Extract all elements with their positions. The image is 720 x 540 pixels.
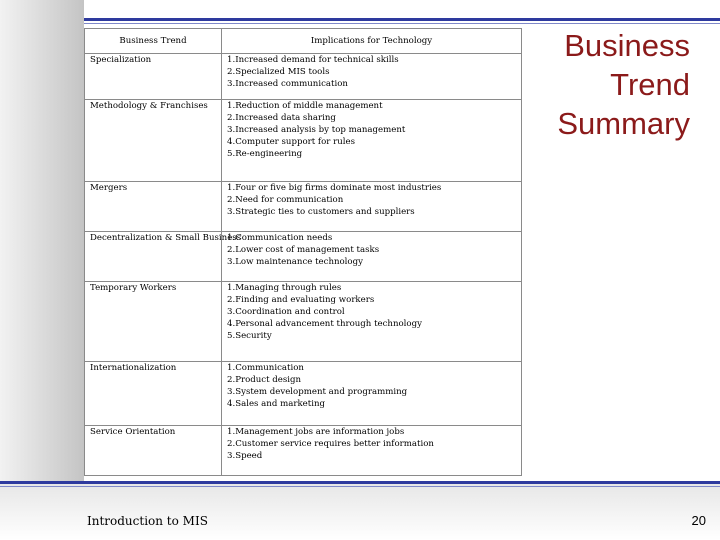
trend-cell: Service Orientation [85,426,222,476]
implication-item: 5.Re-engineering [227,149,303,159]
implication-item: 1.Communication needs [227,233,333,243]
implication-item: 1.Reduction of middle management [227,101,383,111]
implication-item: 3.Increased communication [227,79,348,89]
implication-item: 2.Specialized MIS tools [227,67,330,77]
table-row [85,362,522,426]
footer-course-title: Introduction to MIS [87,514,208,528]
trend-cell: Temporary Workers [85,282,222,362]
left-decorative-band [0,0,84,540]
implications-cell [222,232,522,282]
implications-cell [222,100,522,182]
table-body [85,54,522,476]
implications-cell [222,54,522,100]
table-row [85,100,522,182]
implication-item: 2.Need for communication [227,195,344,205]
slide-title-line: Trend [610,67,690,102]
implication-item: 2.Customer service requires better information [227,439,434,449]
table-row [85,232,522,282]
implication-item: 2.Lower cost of management tasks [227,245,380,255]
slide-title-line: Summary [557,106,690,141]
implication-item: 1.Management jobs are information jobs [227,427,405,437]
implication-item: 2.Product design [227,375,302,385]
implication-item: 1.Four or five big firms dominate most industries [227,183,442,193]
trend-cell: Methodology & Franchises [85,100,222,182]
implication-item: 4.Personal advancement through technology [227,319,422,329]
trend-cell: Internationalization [85,362,222,426]
bottom-divider-rule-thin [0,486,720,487]
slide-page-number: 20 [691,513,706,528]
implications-cell [222,426,522,476]
implication-item: 3.Coordination and control [227,307,345,317]
bottom-decorative-band [0,484,720,540]
slide-title [540,26,690,143]
implications-cell [222,182,522,232]
implication-item: 3.Increased analysis by top management [227,125,406,135]
implication-item: 3.Strategic ties to customers and suppliers [227,207,415,217]
slide-title-line: Business [564,28,690,63]
implication-item: 4.Computer support for rules [227,137,356,147]
trend-cell: Mergers [85,182,222,232]
top-divider-rule-thin [84,23,720,24]
table-row [85,182,522,232]
implications-cell [222,362,522,426]
implication-item: 5.Security [227,331,272,341]
header-business-trend: Business Trend [85,29,222,54]
table-row [85,426,522,476]
implication-item: 3.Low maintenance technology [227,257,363,267]
bottom-divider-rule [0,481,720,484]
table-row [85,54,522,100]
trend-cell: Decentralization & Small Business [85,232,222,282]
implication-item: 1.Managing through rules [227,283,342,293]
implication-item: 1.Increased demand for technical skills [227,55,399,65]
implication-item: 3.Speed [227,451,263,461]
implication-item: 2.Finding and evaluating workers [227,295,375,305]
table-row [85,282,522,362]
trend-cell: Specialization [85,54,222,100]
implication-item: 3.System development and programming [227,387,408,397]
business-trend-table [84,28,522,476]
implication-item: 2.Increased data sharing [227,113,336,123]
implication-item: 1.Communication [227,363,304,373]
implications-cell [222,282,522,362]
top-divider-rule [84,18,720,21]
header-implications: Implications for Technology [222,29,522,54]
table-header-row [85,29,522,54]
implication-item: 4.Sales and marketing [227,399,325,409]
